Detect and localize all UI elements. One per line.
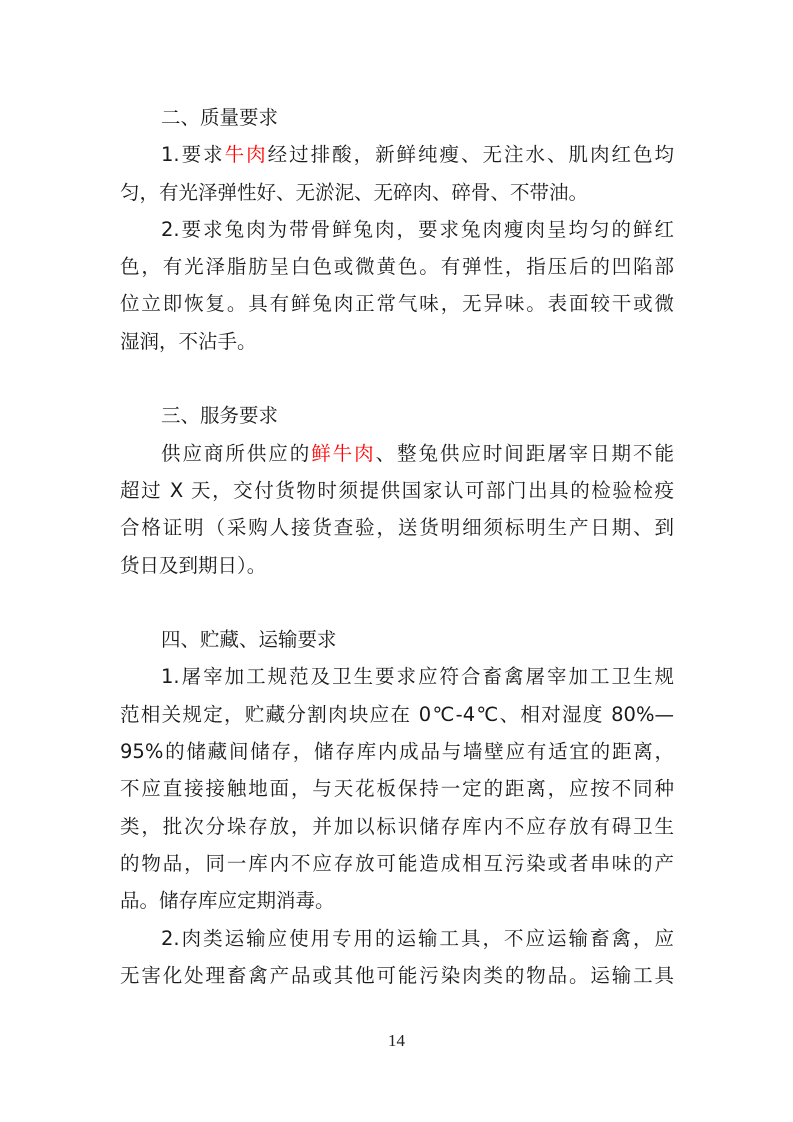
blank-line <box>120 360 674 397</box>
text-segment: 1.屠宰加工规范及卫生要求应符合畜禽屠宰加工卫生规 <box>161 665 674 689</box>
text-segment: 货日及到期日）。 <box>120 553 267 577</box>
text-segment: 的物品，同一库内不应存放可能造成相互污染或者串味的产 <box>120 851 674 875</box>
text-segment: 色，有光泽脂肪呈白色或微黄色。有弹性，指压后的凹陷部 <box>120 255 674 279</box>
text-line <box>120 248 674 285</box>
text-segment: 位立即恢复。具有鲜兔肉正常气味，无异味。表面较干或微 <box>120 292 674 316</box>
text-segment: 合格证明（采购人接货查验，送货明细须标明生产日期、到 <box>120 516 674 540</box>
text-segment: 不应直接接触地面，与天花板保持一定的距离，应按不同种 <box>120 777 674 801</box>
blank-line <box>120 584 674 621</box>
text-line <box>120 808 674 845</box>
highlighted-text: 牛肉 <box>224 143 268 167</box>
text-segment: 品。储存库应定期消毒。 <box>120 889 335 913</box>
text-line <box>120 435 674 472</box>
text-segment: 、整兔供应时间距屠宰日期不能 <box>375 441 674 465</box>
text-line <box>120 509 674 546</box>
text-segment: 四、贮藏、运输要求 <box>161 628 337 652</box>
text-line <box>120 696 674 733</box>
text-segment: 1.要求 <box>161 143 225 167</box>
text-line <box>120 136 674 173</box>
text-line <box>120 211 674 248</box>
text-segment: 湿润，不沾手。 <box>120 329 257 353</box>
text-line <box>120 472 674 509</box>
text-line <box>120 845 674 882</box>
text-line <box>120 658 674 695</box>
text-segment: 范相关规定，贮藏分割肉块应在 0℃-4℃、相对湿度 80%— <box>120 702 674 726</box>
text-line <box>120 323 674 360</box>
highlighted-text: 鲜牛肉 <box>311 441 376 465</box>
text-line <box>120 770 674 807</box>
page-number: 14 <box>388 1031 405 1050</box>
text-segment: 三、服务要求 <box>161 404 279 428</box>
text-segment: 经过排酸，新鲜纯瘦、无注水、肌肉红色均 <box>267 143 674 167</box>
text-segment: 二、质量要求 <box>161 106 279 129</box>
section-heading <box>120 99 674 136</box>
text-line <box>120 882 674 919</box>
section-heading <box>120 397 674 434</box>
text-line <box>120 733 674 770</box>
text-segment: 类，批次分垛存放，并加以标识储存库内不应存放有碍卫生 <box>120 814 674 838</box>
text-segment: 2.要求兔肉为带骨鲜兔肉，要求兔肉瘦肉呈均匀的鲜红 <box>161 217 674 241</box>
text-segment: 95%的储藏间储存，储存库内成品与墙壁应有适宜的距离， <box>120 740 674 764</box>
text-line <box>120 547 674 584</box>
document-body <box>120 99 674 994</box>
text-line <box>120 920 674 957</box>
text-segment: 供应商所供应的 <box>161 441 312 465</box>
text-line <box>120 174 674 211</box>
text-line <box>120 957 674 994</box>
text-segment: 匀，有光泽弹性好、无淤泥、无碎肉、碎骨、不带油。 <box>120 180 589 204</box>
text-segment: 无害化处理畜禽产品或其他可能污染肉类的物品。运输工具 <box>120 963 674 987</box>
text-segment: 超过 X 天，交付货物时须提供国家认可部门出具的检验检疫 <box>120 478 674 502</box>
text-segment: 2.肉类运输应使用专用的运输工具，不应运输畜禽，应 <box>161 926 674 950</box>
section-heading <box>120 621 674 658</box>
text-line <box>120 285 674 322</box>
